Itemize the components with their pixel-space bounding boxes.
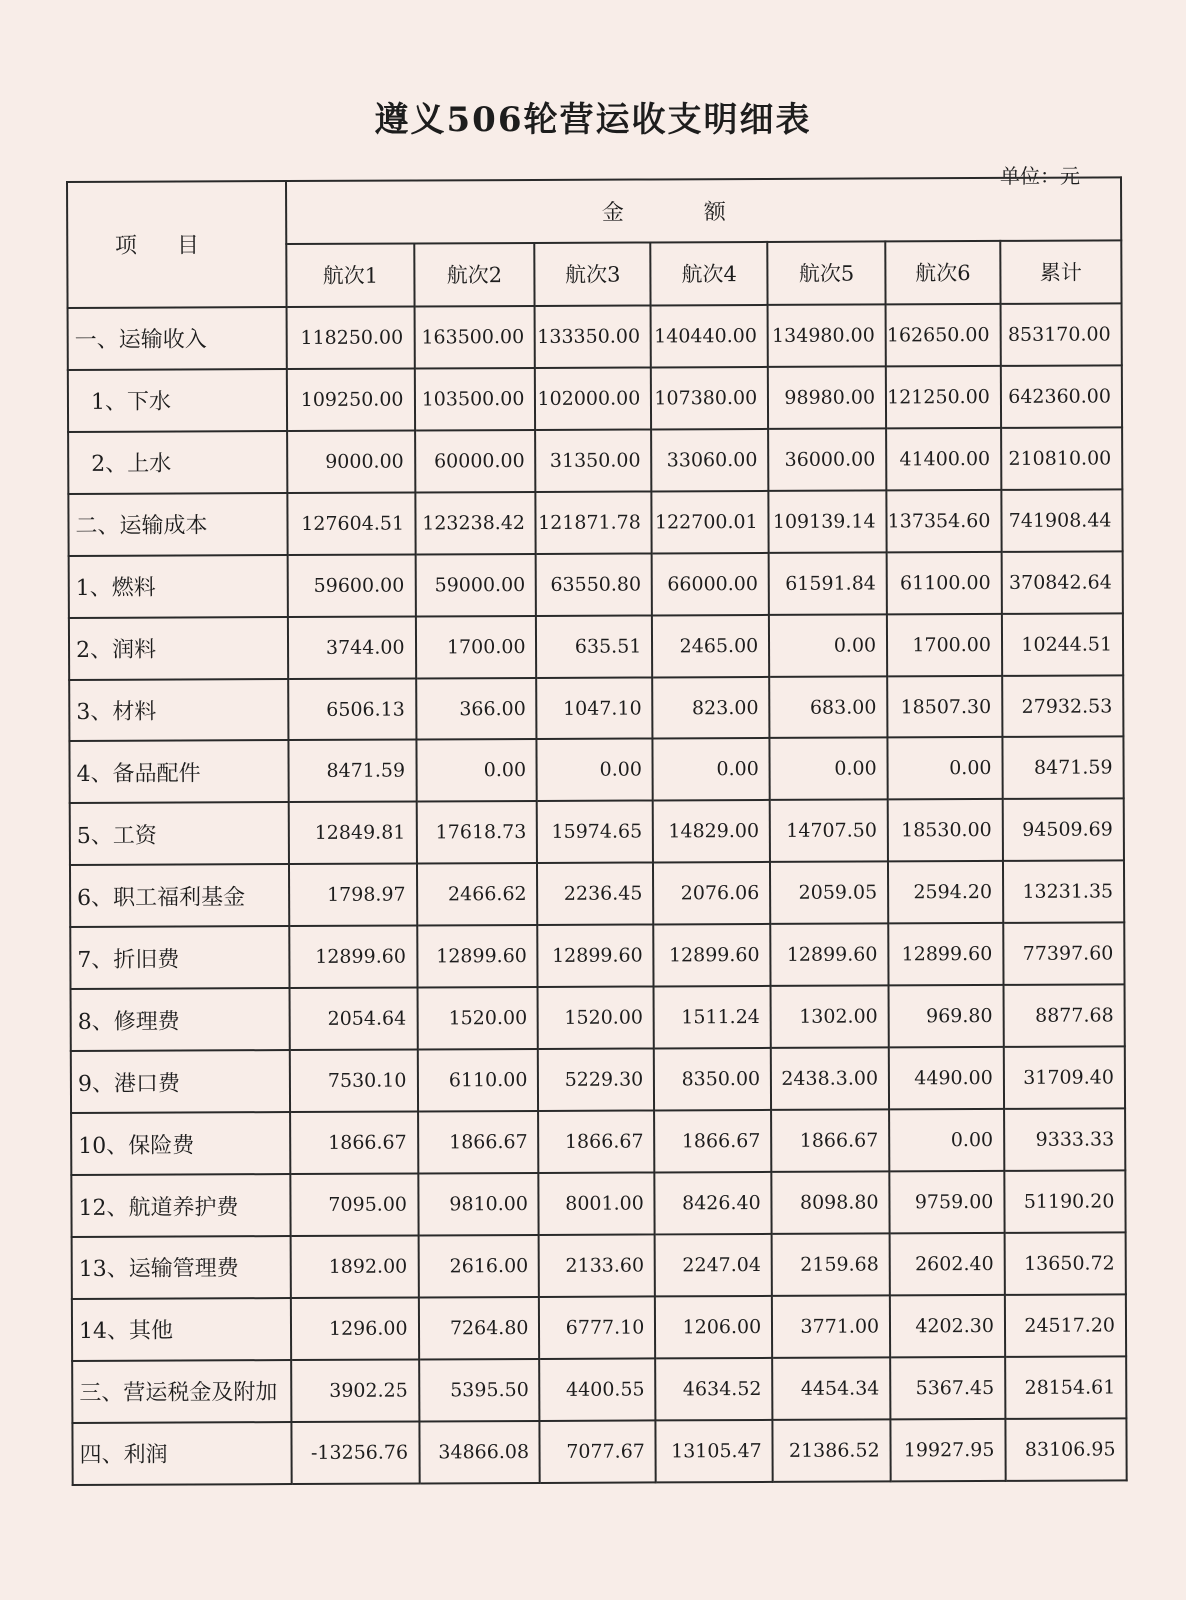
item-header: 项目 bbox=[67, 181, 287, 308]
table-cell: 0.00 bbox=[889, 1109, 1004, 1171]
table-cell: 63550.80 bbox=[536, 553, 652, 615]
table-row bbox=[68, 365, 1122, 432]
table-row bbox=[68, 427, 1122, 494]
table-cell: 118250.00 bbox=[287, 306, 414, 368]
unit-label: 单位：元 bbox=[1000, 164, 1080, 188]
table-cell: 1700.00 bbox=[415, 616, 536, 678]
table-cell: 36000.00 bbox=[768, 428, 886, 490]
row-label: 6、职工福利基金 bbox=[70, 864, 290, 927]
table-cell: 2236.45 bbox=[537, 863, 653, 925]
table-cell: 83106.95 bbox=[1005, 1418, 1126, 1481]
table-cell: 121871.78 bbox=[536, 491, 652, 553]
table-cell: 8426.40 bbox=[655, 1172, 772, 1234]
table-cell: 98980.00 bbox=[768, 366, 886, 428]
table-cell: 122700.01 bbox=[652, 491, 769, 553]
table-cell: 0.00 bbox=[416, 739, 537, 801]
table-cell: 34866.08 bbox=[419, 1421, 540, 1484]
table-cell: 969.80 bbox=[889, 985, 1004, 1047]
table-cell: 1866.67 bbox=[771, 1110, 889, 1172]
table-cell: 6110.00 bbox=[417, 1049, 538, 1111]
table-cell: 210810.00 bbox=[1001, 427, 1122, 489]
table-cell: 8098.80 bbox=[772, 1171, 890, 1233]
table-cell: 19927.95 bbox=[891, 1419, 1006, 1482]
table-cell: 2133.60 bbox=[539, 1234, 655, 1296]
table-cell: 60000.00 bbox=[415, 430, 536, 492]
row-label: 四、利润 bbox=[72, 1422, 292, 1485]
table-cell: 162650.00 bbox=[886, 304, 1001, 366]
table-row bbox=[72, 1232, 1126, 1299]
table-cell: 12899.60 bbox=[538, 925, 654, 987]
table-cell: 61591.84 bbox=[769, 552, 887, 614]
table-cell: 370842.64 bbox=[1002, 551, 1123, 613]
table-cell: 28154.61 bbox=[1005, 1356, 1126, 1418]
row-label: 3、材料 bbox=[69, 679, 289, 742]
amount-header: 金额 bbox=[286, 177, 1121, 244]
table-cell: 1047.10 bbox=[537, 677, 653, 739]
table-cell: 10244.51 bbox=[1002, 613, 1123, 675]
table-cell: 366.00 bbox=[416, 677, 537, 739]
table-cell: 107380.00 bbox=[651, 367, 768, 429]
table-row bbox=[69, 551, 1123, 618]
table-row bbox=[70, 923, 1124, 990]
table-cell: 12849.81 bbox=[289, 802, 416, 864]
table-cell: 7264.80 bbox=[418, 1297, 539, 1359]
table-cell: 1511.24 bbox=[654, 986, 771, 1048]
table-cell: 3771.00 bbox=[772, 1295, 890, 1357]
table-cell: 12899.60 bbox=[770, 924, 888, 986]
table-row bbox=[71, 1170, 1125, 1237]
table-cell: 0.00 bbox=[770, 738, 888, 800]
table-cell: 3744.00 bbox=[288, 616, 415, 678]
table-cell: 2159.68 bbox=[772, 1233, 890, 1295]
table-row bbox=[71, 985, 1125, 1052]
table-cell: 823.00 bbox=[652, 676, 769, 738]
table-cell: 1798.97 bbox=[289, 864, 416, 926]
table-cell: 133350.00 bbox=[535, 305, 651, 367]
row-label: 一、运输收入 bbox=[68, 307, 288, 370]
table-cell: 0.00 bbox=[888, 737, 1003, 799]
row-label: 1、下水 bbox=[68, 369, 288, 432]
table-cell: 15974.65 bbox=[537, 801, 653, 863]
row-label: 7、折旧费 bbox=[70, 926, 290, 989]
table-cell: 683.00 bbox=[769, 676, 887, 738]
table-cell: 7077.67 bbox=[540, 1420, 656, 1483]
table-cell: 8471.59 bbox=[1002, 737, 1123, 799]
table-cell: 51190.20 bbox=[1004, 1170, 1125, 1232]
table-cell: 3902.25 bbox=[292, 1359, 419, 1421]
table-row bbox=[72, 1418, 1126, 1485]
table-cell: 1296.00 bbox=[291, 1297, 418, 1359]
table-cell: 33060.00 bbox=[651, 429, 768, 491]
table-row bbox=[72, 1294, 1126, 1361]
table-cell: 853170.00 bbox=[1000, 303, 1121, 365]
column-header: 航次3 bbox=[535, 242, 651, 305]
table-cell: 2594.20 bbox=[888, 861, 1003, 923]
table-cell: 121250.00 bbox=[886, 366, 1001, 428]
table-cell: 18507.30 bbox=[887, 675, 1002, 737]
table-cell: 14829.00 bbox=[653, 800, 770, 862]
table-cell: 2465.00 bbox=[652, 615, 769, 677]
table-cell: 0.00 bbox=[653, 738, 770, 800]
table-row bbox=[69, 675, 1123, 742]
table-cell: 13105.47 bbox=[656, 1420, 773, 1483]
table-cell: 2247.04 bbox=[655, 1234, 772, 1296]
table-row bbox=[70, 861, 1124, 928]
column-header: 航次1 bbox=[287, 243, 414, 307]
table-cell: 66000.00 bbox=[652, 553, 769, 615]
table-cell: 1206.00 bbox=[655, 1296, 772, 1358]
table-row bbox=[68, 303, 1122, 370]
table-cell: 109250.00 bbox=[287, 368, 414, 430]
table-row bbox=[69, 737, 1123, 804]
table-row bbox=[71, 1047, 1125, 1114]
row-label: 9、港口费 bbox=[71, 1050, 291, 1113]
row-label: 8、修理费 bbox=[71, 988, 291, 1051]
table-cell: 127604.51 bbox=[288, 492, 415, 554]
row-label: 12、航道养护费 bbox=[71, 1174, 291, 1237]
table-cell: 134980.00 bbox=[768, 304, 886, 366]
table-cell: 12899.60 bbox=[417, 925, 538, 987]
table-cell: 140440.00 bbox=[651, 305, 768, 367]
table-cell: 18530.00 bbox=[888, 799, 1003, 861]
row-label: 1、燃料 bbox=[69, 555, 289, 618]
table-cell: 9810.00 bbox=[418, 1173, 539, 1235]
table-cell: 7095.00 bbox=[291, 1174, 418, 1236]
table-cell: 1700.00 bbox=[887, 614, 1002, 676]
table-cell: 642360.00 bbox=[1001, 365, 1122, 427]
table-row bbox=[68, 489, 1122, 556]
table-cell: 12899.60 bbox=[654, 924, 771, 986]
table-cell: 4454.34 bbox=[772, 1357, 890, 1419]
table-cell: 27932.53 bbox=[1002, 675, 1123, 737]
table-row bbox=[72, 1356, 1126, 1423]
column-header: 累计 bbox=[1000, 240, 1121, 303]
column-header: 航次6 bbox=[885, 241, 1000, 304]
column-header: 航次5 bbox=[767, 241, 885, 304]
table-cell: 1866.67 bbox=[290, 1112, 417, 1174]
table-cell: 0.00 bbox=[537, 739, 653, 801]
row-label: 4、备品配件 bbox=[69, 741, 289, 804]
table-cell: 8001.00 bbox=[539, 1172, 655, 1234]
table-cell: 5367.45 bbox=[890, 1357, 1005, 1419]
table-cell: 2466.62 bbox=[416, 863, 537, 925]
table-cell: 635.51 bbox=[536, 615, 652, 677]
table-cell: 8471.59 bbox=[289, 740, 416, 802]
table-cell: 59600.00 bbox=[288, 554, 415, 616]
table-cell: 31350.00 bbox=[536, 429, 652, 491]
table-cell: 1302.00 bbox=[771, 986, 889, 1048]
table-cell: 9000.00 bbox=[287, 430, 414, 492]
table-cell: 13231.35 bbox=[1003, 861, 1124, 923]
income-expense-table bbox=[66, 176, 1128, 1486]
row-label: 10、保险费 bbox=[71, 1112, 291, 1175]
document-title: 遵义506轮营运收支明细表 bbox=[374, 100, 812, 140]
table-cell: 163500.00 bbox=[414, 306, 535, 368]
table-cell: -13256.76 bbox=[292, 1421, 419, 1484]
table-cell: 6506.13 bbox=[289, 678, 416, 740]
table-cell: 94509.69 bbox=[1003, 799, 1124, 861]
table-cell: 5395.50 bbox=[419, 1359, 540, 1421]
table-cell: 8350.00 bbox=[654, 1048, 771, 1110]
table-cell: 13650.72 bbox=[1005, 1232, 1126, 1294]
table-cell: 1520.00 bbox=[538, 987, 654, 1049]
table-cell: 2054.64 bbox=[290, 988, 417, 1050]
table-cell: 1520.00 bbox=[417, 987, 538, 1049]
row-label: 2、上水 bbox=[68, 431, 288, 494]
table-cell: 9759.00 bbox=[889, 1171, 1004, 1233]
table-cell: 14707.50 bbox=[770, 800, 888, 862]
row-label: 二、运输成本 bbox=[68, 493, 288, 556]
table-cell: 0.00 bbox=[769, 614, 887, 676]
table-cell: 59000.00 bbox=[415, 554, 536, 616]
table-cell: 1866.67 bbox=[539, 1111, 655, 1173]
table-cell: 4634.52 bbox=[655, 1358, 772, 1420]
table-row bbox=[71, 1108, 1125, 1175]
table-cell: 8877.68 bbox=[1003, 985, 1124, 1047]
table-cell: 9333.33 bbox=[1004, 1108, 1125, 1170]
table-cell: 109139.14 bbox=[769, 490, 887, 552]
table-cell: 31709.40 bbox=[1004, 1047, 1125, 1109]
table-cell: 17618.73 bbox=[416, 801, 537, 863]
table-cell: 2076.06 bbox=[653, 862, 770, 924]
table-cell: 103500.00 bbox=[414, 368, 535, 430]
table-cell: 102000.00 bbox=[535, 367, 651, 429]
table-cell: 1866.67 bbox=[654, 1110, 771, 1172]
table-cell: 5229.30 bbox=[538, 1049, 654, 1111]
table-row bbox=[69, 613, 1123, 680]
header-row-top bbox=[67, 177, 1121, 245]
table-cell: 12899.60 bbox=[888, 923, 1003, 985]
table-cell: 1866.67 bbox=[418, 1111, 539, 1173]
column-header: 航次2 bbox=[414, 243, 535, 306]
table-cell: 123238.42 bbox=[415, 492, 536, 554]
row-label: 13、运输管理费 bbox=[72, 1236, 292, 1299]
row-label: 5、工资 bbox=[70, 802, 290, 865]
row-label: 14、其他 bbox=[72, 1298, 292, 1361]
table-cell: 77397.60 bbox=[1003, 923, 1124, 985]
table-row bbox=[70, 799, 1124, 866]
table-cell: 4490.00 bbox=[889, 1047, 1004, 1109]
row-label: 2、润料 bbox=[69, 617, 289, 680]
table-cell: 4202.30 bbox=[890, 1295, 1005, 1357]
table-cell: 741908.44 bbox=[1001, 489, 1122, 551]
table-cell: 4400.55 bbox=[540, 1358, 656, 1420]
table-cell: 2438.3.00 bbox=[771, 1048, 889, 1110]
table-cell: 2059.05 bbox=[770, 862, 888, 924]
table-cell: 21386.52 bbox=[773, 1419, 891, 1482]
table-cell: 24517.20 bbox=[1005, 1294, 1126, 1356]
table-cell: 12899.60 bbox=[290, 926, 417, 988]
column-header: 航次4 bbox=[651, 242, 768, 305]
row-label: 三、营运税金及附加 bbox=[72, 1360, 292, 1423]
table-cell: 1892.00 bbox=[291, 1235, 418, 1297]
table-cell: 61100.00 bbox=[887, 552, 1002, 614]
table-cell: 137354.60 bbox=[886, 490, 1001, 552]
table-cell: 2602.40 bbox=[890, 1233, 1005, 1295]
table-cell: 2616.00 bbox=[418, 1235, 539, 1297]
table-cell: 6777.10 bbox=[539, 1296, 655, 1358]
table-cell: 41400.00 bbox=[886, 428, 1001, 490]
table-cell: 7530.10 bbox=[290, 1050, 417, 1112]
